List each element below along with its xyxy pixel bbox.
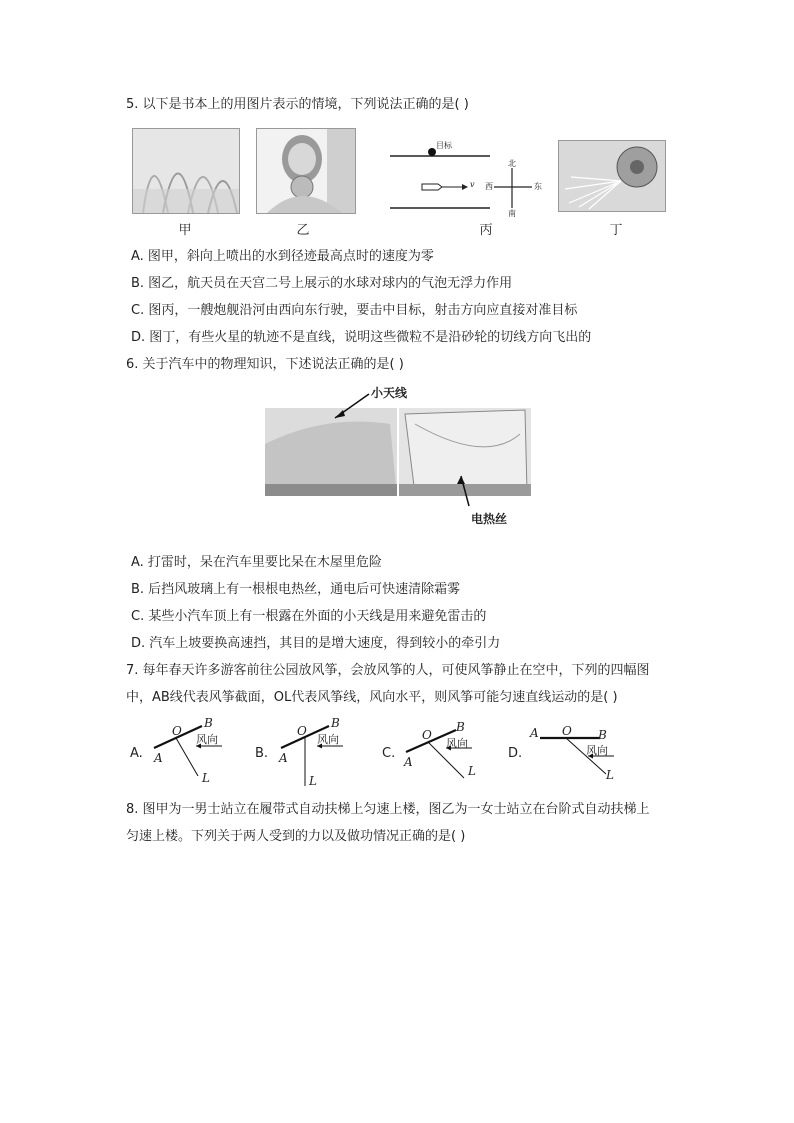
q5-option-a[interactable]: A. 图甲，斜向上喷出的水到径迹最高点时的速度为零 — [131, 249, 434, 264]
point-o-d: O — [562, 724, 572, 738]
west-label: 西 — [485, 182, 493, 191]
option-b-label: B. — [255, 746, 269, 761]
wind-label-b: 风向 — [317, 733, 339, 746]
q6-car-photo — [265, 384, 531, 530]
q5-caption-ding: 丁 — [609, 223, 623, 238]
point-a-c: A — [404, 755, 413, 769]
target-label: 目标 — [436, 141, 452, 150]
option-d-label: D. — [508, 746, 523, 761]
point-l-b: L — [309, 774, 317, 788]
point-b-c: B — [456, 720, 465, 734]
south-label: 南 — [508, 209, 516, 218]
q5-stem: 5. 以下是书本上的用图片表示的情境，下列说法正确的是( ) — [126, 97, 469, 112]
q5-diagram-bing — [390, 132, 550, 218]
river-gunboat-diagram — [390, 132, 550, 212]
fountain-image — [133, 129, 239, 213]
north-label: 北 — [508, 159, 516, 168]
point-l-a: L — [202, 771, 210, 785]
point-l-d: L — [606, 768, 614, 782]
q5-caption-bing: 丙 — [479, 223, 493, 238]
q5-photo-jia — [132, 128, 240, 214]
q7-line1: 7. 每年春天许多游客前往公园放风筝，会放风筝的人，可使风筝静止在空中，下列的四幅图 — [126, 663, 650, 678]
option-a-label: A. — [130, 746, 143, 761]
q5-option-b[interactable]: B. 图乙，航天员在天宫二号上展示的水球对球内的气泡无浮力作用 — [131, 276, 513, 291]
q7-figure-d[interactable] — [508, 716, 628, 788]
wind-label-a: 风向 — [196, 733, 218, 746]
antenna-label: 小天线 — [371, 386, 408, 400]
kite-diagram-a — [130, 716, 240, 788]
point-o-a: O — [172, 724, 182, 738]
q7-figure-b[interactable] — [255, 716, 365, 788]
point-b-a: B — [204, 716, 213, 730]
grinding-wheel-sparks-image — [559, 141, 665, 211]
heating-wire-label: 电热丝 — [471, 512, 508, 526]
q5-caption-jia: 甲 — [178, 223, 192, 238]
q6-option-d[interactable]: D. 汽车上坡要换高速挡，其目的是增大速度，得到较小的牵引力 — [131, 636, 501, 651]
q7-figure-a[interactable] — [130, 716, 240, 788]
point-o-b: O — [297, 724, 307, 738]
q8-line1: 8. 图甲为一男士站立在履带式自动扶梯上匀速上楼，图乙为一女士站立在台阶式自动扶梯上 — [126, 802, 650, 817]
point-l-c: L — [468, 764, 476, 778]
q5-photo-yi — [256, 128, 356, 214]
q6-option-b[interactable]: B. 后挡风玻璃上有一根根电热丝，通电后可快速清除霜雾 — [131, 582, 461, 597]
q5-option-c[interactable]: C. 图丙，一艘炮舰沿河由西向东行驶，要击中目标，射击方向应直接对准目标 — [131, 303, 578, 318]
point-a-d: A — [530, 726, 539, 740]
q6-option-a[interactable]: A. 打雷时，呆在汽车里要比呆在木屋里危险 — [131, 555, 382, 570]
q5-caption-yi: 乙 — [296, 223, 310, 238]
q6-option-c[interactable]: C. 某些小汽车顶上有一根露在外面的小天线是用来避免雷击的 — [131, 609, 487, 624]
q7-figure-c[interactable] — [382, 716, 492, 788]
point-o-c: O — [422, 728, 432, 742]
wind-label-c: 风向 — [446, 737, 468, 750]
wind-label-d: 风向 — [586, 744, 608, 757]
point-b-d: B — [598, 728, 607, 742]
point-a-a: A — [154, 751, 163, 765]
q6-stem: 6. 关于汽车中的物理知识，下述说法正确的是( ) — [126, 357, 404, 372]
velocity-label: v — [470, 180, 475, 189]
car-windshield-image — [265, 384, 531, 530]
option-c-label: C. — [382, 746, 396, 761]
point-a-b: A — [279, 751, 288, 765]
q8-line2: 匀速上楼。下列关于两人受到的力以及做功情况正确的是( ) — [126, 829, 466, 844]
q5-option-d[interactable]: D. 图丁，有些火星的轨迹不是直线，说明这些微粒不是沿砂轮的切线方向飞出的 — [131, 330, 592, 345]
q7-line2: 中，AB线代表风筝截面，OL代表风筝线，风向水平，则风筝可能匀速直线运动的是( ) — [126, 690, 618, 705]
point-b-b: B — [331, 716, 340, 730]
astronaut-water-ball-image — [257, 129, 355, 213]
east-label: 东 — [534, 182, 542, 191]
q5-photo-ding — [558, 140, 666, 212]
